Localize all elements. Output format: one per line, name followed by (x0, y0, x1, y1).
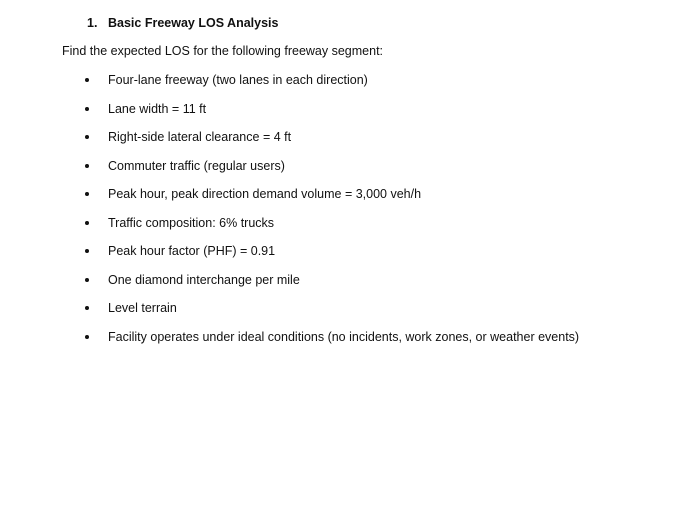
bullet-icon (85, 78, 89, 82)
bullet-icon (85, 306, 89, 310)
bullet-icon (85, 192, 89, 196)
list-item-text: Commuter traffic (regular users) (108, 158, 285, 173)
bullet-icon (85, 335, 89, 339)
list-item-text: Peak hour, peak direction demand volume = 3,000 veh/h (108, 187, 422, 201)
list-item-text: Facility operates under ideal conditions (no incidents, work zones, or weather events) (108, 329, 580, 344)
bullet-icon (85, 249, 89, 253)
list-item-text: Traffic composition: 6% trucks (108, 215, 275, 230)
list-item-text: One diamond interchange per mile (108, 272, 300, 287)
list-item-text: Level terrain (108, 301, 177, 315)
list-item-text: Right-side lateral clearance = 4 ft (108, 130, 292, 144)
list-item-text: Lane width = 11 ft (108, 101, 207, 116)
bullet-icon (85, 135, 89, 139)
list-item-text: Four-lane freeway (two lanes in each direction) (108, 73, 368, 87)
list-item-text: Peak hour factor (PHF) = 0.91 (108, 244, 276, 258)
bullet-icon (85, 278, 89, 282)
problem-intro: Find the expected LOS for the following freeway segment: (62, 44, 384, 58)
bullet-icon (85, 107, 89, 111)
problem-title: Basic Freeway LOS Analysis (108, 16, 279, 30)
problem-heading (87, 16, 278, 30)
bullet-icon (85, 164, 89, 168)
bullet-icon (85, 221, 89, 225)
problem-number: 1. (87, 16, 98, 30)
